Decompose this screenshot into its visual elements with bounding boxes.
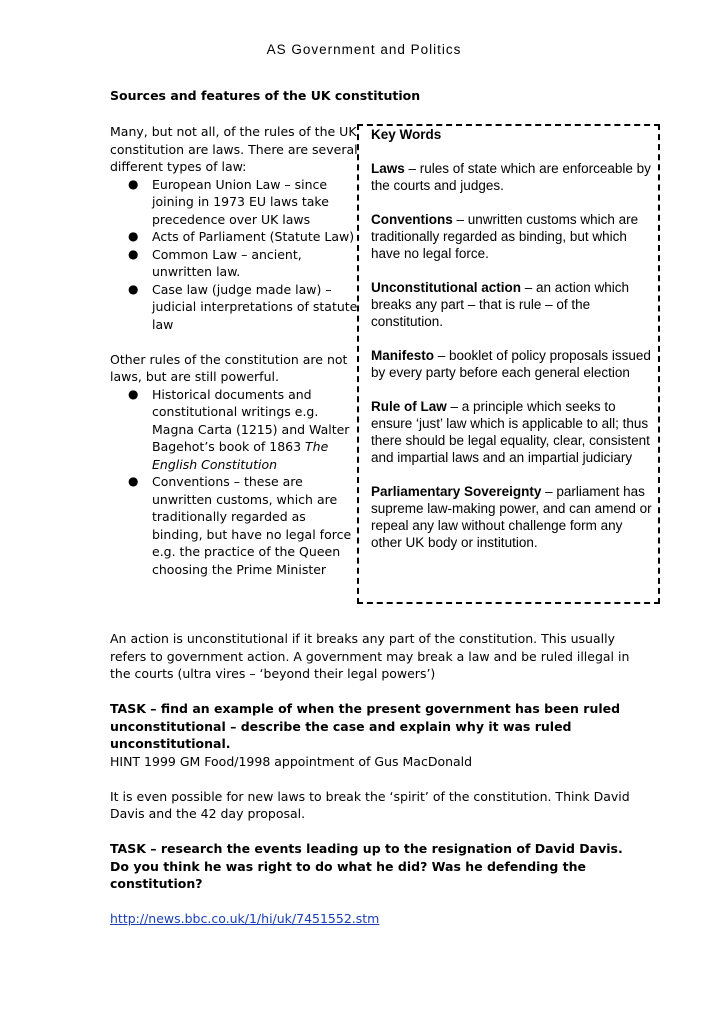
task-2: TASK – research the events leading up to the resignation of David Davis. Do you think he was right to do what he did? Was he defending the constitution? xyxy=(110,841,623,891)
list-item: ● Conventions – these are unwritten customs, which are traditionally regarded as binding, but have no legal force e.g. the practice of the Queen choosing the Prime Minister xyxy=(128,474,352,577)
list-item: ● European Union Law – since joining in 1973 EU laws take precedence over UK laws xyxy=(128,176,329,227)
key-word-entry: Conventions – unwritten customs which are traditionally regarded as binding, but which have no legal force. xyxy=(371,212,639,261)
key-words-content xyxy=(371,124,656,568)
law-types-list xyxy=(110,176,360,334)
page-header: AS Government and Politics xyxy=(266,42,462,57)
list-item: ● Historical documents and constitutional writings e.g. Magna Carta (1215) and Walter Bagehot’s book of 1863 The English Constitution xyxy=(128,386,350,472)
key-words-title: Key Words xyxy=(371,127,442,142)
list-item: ● Acts of Parliament (Statute Law) xyxy=(128,229,355,244)
bullet-icon: ● xyxy=(128,386,139,401)
bullet-icon: ● xyxy=(128,474,139,488)
hint-text: HINT 1999 GM Food/1998 appointment of Gus MacDonald xyxy=(110,753,473,769)
key-word-entry: Manifesto – booklet of policy proposals issued by every party before each general election xyxy=(371,348,651,380)
key-word-entry: Laws – rules of state which are enforceable by the courts and judges. xyxy=(371,161,651,193)
bullet-icon: ● xyxy=(128,281,139,296)
other-rules-list xyxy=(110,386,360,579)
laws-intro: Many, but not all, of the rules of the UK constitution are laws. There are several different types of law: xyxy=(110,124,358,174)
key-word-entry: Parliamentary Sovereignty – parliament has supreme law-making power, and can amend or repeal any law without challenge form any other UK body or institution. xyxy=(371,484,652,550)
bullet-icon: ● xyxy=(128,246,139,261)
bullet-icon: ● xyxy=(128,176,139,191)
key-word-entry: Rule of Law – a principle which seeks to ensure ‘just’ law which is applicable to all; thus there should be legal equality, clear, consistent and impartial laws and an impartial judiciary xyxy=(371,399,650,465)
list-item: ● Case law (judge made law) – judicial interpretations of statute law xyxy=(128,281,358,332)
lower-section xyxy=(110,630,630,945)
book-title: The English Constitution xyxy=(152,439,329,472)
key-word-entry: Unconstitutional action – an action which breaks any part – that is rule – of the constitution. xyxy=(371,280,630,329)
bbc-news-link[interactable]: http://news.bbc.co.uk/1/hi/uk/7451552.stm xyxy=(110,911,380,926)
bullet-icon: ● xyxy=(128,229,139,243)
task-1: TASK – find an example of when the present government has been ruled unconstitutional – describe the case and explain why it was ruled unconstitutional. xyxy=(110,701,621,751)
other-rules-intro: Other rules of the constitution are not laws, but are still powerful. xyxy=(110,351,348,384)
left-column xyxy=(110,123,360,578)
spirit-paragraph: It is even possible for new laws to break the ‘spirit’ of the constitution. Think David Davis and the 42 day proposal. xyxy=(110,788,630,821)
task-block xyxy=(110,700,630,770)
section-title: Sources and features of the UK constitution xyxy=(110,88,421,103)
unconstitutional-paragraph: An action is unconstitutional if it breaks any part of the constitution. This usually refers to government action. A government may break a law and be ruled illegal in the courts (ultra vires – ‘beyond their legal powers’) xyxy=(110,631,630,681)
list-item: ● Common Law – ancient, unwritten law. xyxy=(128,246,302,279)
